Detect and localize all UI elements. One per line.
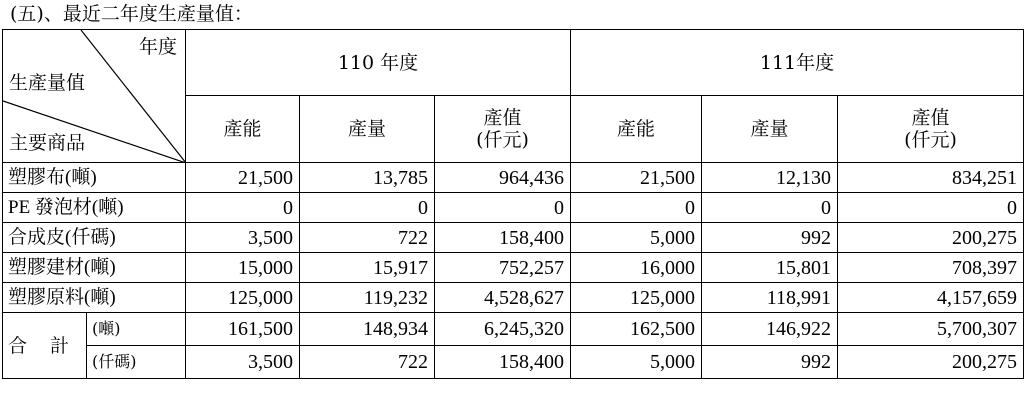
cell-value-111: 0	[838, 193, 1024, 223]
header-value-line1: 產值	[483, 107, 522, 129]
header-value-111	[838, 96, 1024, 163]
cell-quantity-110: 0	[300, 193, 435, 223]
total-capacity-111: 162,500	[571, 313, 702, 346]
row-label: 塑膠建材(噸)	[3, 253, 186, 283]
total-value-111: 5,700,307	[838, 313, 1024, 346]
cell-quantity-110: 722	[300, 223, 435, 253]
cell-value-110: 752,257	[435, 253, 571, 283]
corner-products-label: 主要商品	[9, 132, 86, 154]
table-row	[3, 223, 1024, 253]
row-label: PE 發泡材(噸)	[3, 193, 186, 223]
header-value-line1: 產值	[911, 107, 950, 129]
total-quantity-110: 148,934	[300, 313, 435, 346]
cell-quantity-110: 15,917	[300, 253, 435, 283]
header-row-years	[3, 30, 1024, 96]
cell-capacity-110: 21,500	[186, 163, 300, 193]
total-row	[3, 313, 1024, 346]
table-row	[3, 193, 1024, 223]
row-label: 塑膠原料(噸)	[3, 283, 186, 313]
cell-value-110: 0	[435, 193, 571, 223]
cell-capacity-110: 0	[186, 193, 300, 223]
table-row	[3, 283, 1024, 313]
cell-quantity-111: 15,801	[702, 253, 838, 283]
cell-capacity-111: 16,000	[571, 253, 702, 283]
total-row	[3, 346, 1024, 379]
header-value-line2: (仟元)	[904, 129, 957, 151]
cell-capacity-111: 0	[571, 193, 702, 223]
total-value-111: 200,275	[838, 346, 1024, 379]
cell-value-110: 964,436	[435, 163, 571, 193]
cell-value-111: 4,157,659	[838, 283, 1024, 313]
cell-capacity-111: 21,500	[571, 163, 702, 193]
production-table	[2, 29, 1024, 379]
cell-value-110: 4,528,627	[435, 283, 571, 313]
header-capacity-110: 產能	[186, 96, 300, 163]
cell-capacity-111: 5,000	[571, 223, 702, 253]
cell-quantity-110: 119,232	[300, 283, 435, 313]
corner-cell	[3, 30, 186, 163]
row-label: 塑膠布(噸)	[3, 163, 186, 193]
cell-quantity-111: 992	[702, 223, 838, 253]
cell-capacity-111: 125,000	[571, 283, 702, 313]
total-capacity-110: 161,500	[186, 313, 300, 346]
total-capacity-111: 5,000	[571, 346, 702, 379]
total-unit: (仟碼)	[87, 346, 186, 379]
cell-quantity-111: 118,991	[702, 283, 838, 313]
cell-capacity-110: 15,000	[186, 253, 300, 283]
corner-year-label: 年度	[138, 36, 177, 58]
cell-value-111: 708,397	[838, 253, 1024, 283]
cell-capacity-110: 3,500	[186, 223, 300, 253]
cell-value-110: 158,400	[435, 223, 571, 253]
header-value-110	[435, 96, 571, 163]
cell-value-111: 200,275	[838, 223, 1024, 253]
total-capacity-110: 3,500	[186, 346, 300, 379]
header-quantity-111: 產量	[702, 96, 838, 163]
row-label: 合成皮(仟碼)	[3, 223, 186, 253]
section-title: (五)、最近二年度生產量值：	[10, 3, 253, 25]
table-row	[3, 163, 1024, 193]
header-capacity-111: 產能	[571, 96, 702, 163]
total-quantity-110: 722	[300, 346, 435, 379]
cell-quantity-110: 13,785	[300, 163, 435, 193]
table-row	[3, 253, 1024, 283]
total-unit: (噸)	[87, 313, 186, 346]
corner-qty-label: 生產量值	[9, 72, 86, 94]
cell-capacity-110: 125,000	[186, 283, 300, 313]
total-value-110: 6,245,320	[435, 313, 571, 346]
header-value-line2: (仟元)	[476, 129, 529, 151]
year-header-110: 110 年度	[186, 30, 571, 96]
header-quantity-110: 產量	[300, 96, 435, 163]
total-label: 合 計	[3, 313, 87, 379]
year-header-111: 111年度	[571, 30, 1024, 96]
total-quantity-111: 992	[702, 346, 838, 379]
cell-quantity-111: 12,130	[702, 163, 838, 193]
total-quantity-111: 146,922	[702, 313, 838, 346]
total-value-110: 158,400	[435, 346, 571, 379]
cell-quantity-111: 0	[702, 193, 838, 223]
cell-value-111: 834,251	[838, 163, 1024, 193]
